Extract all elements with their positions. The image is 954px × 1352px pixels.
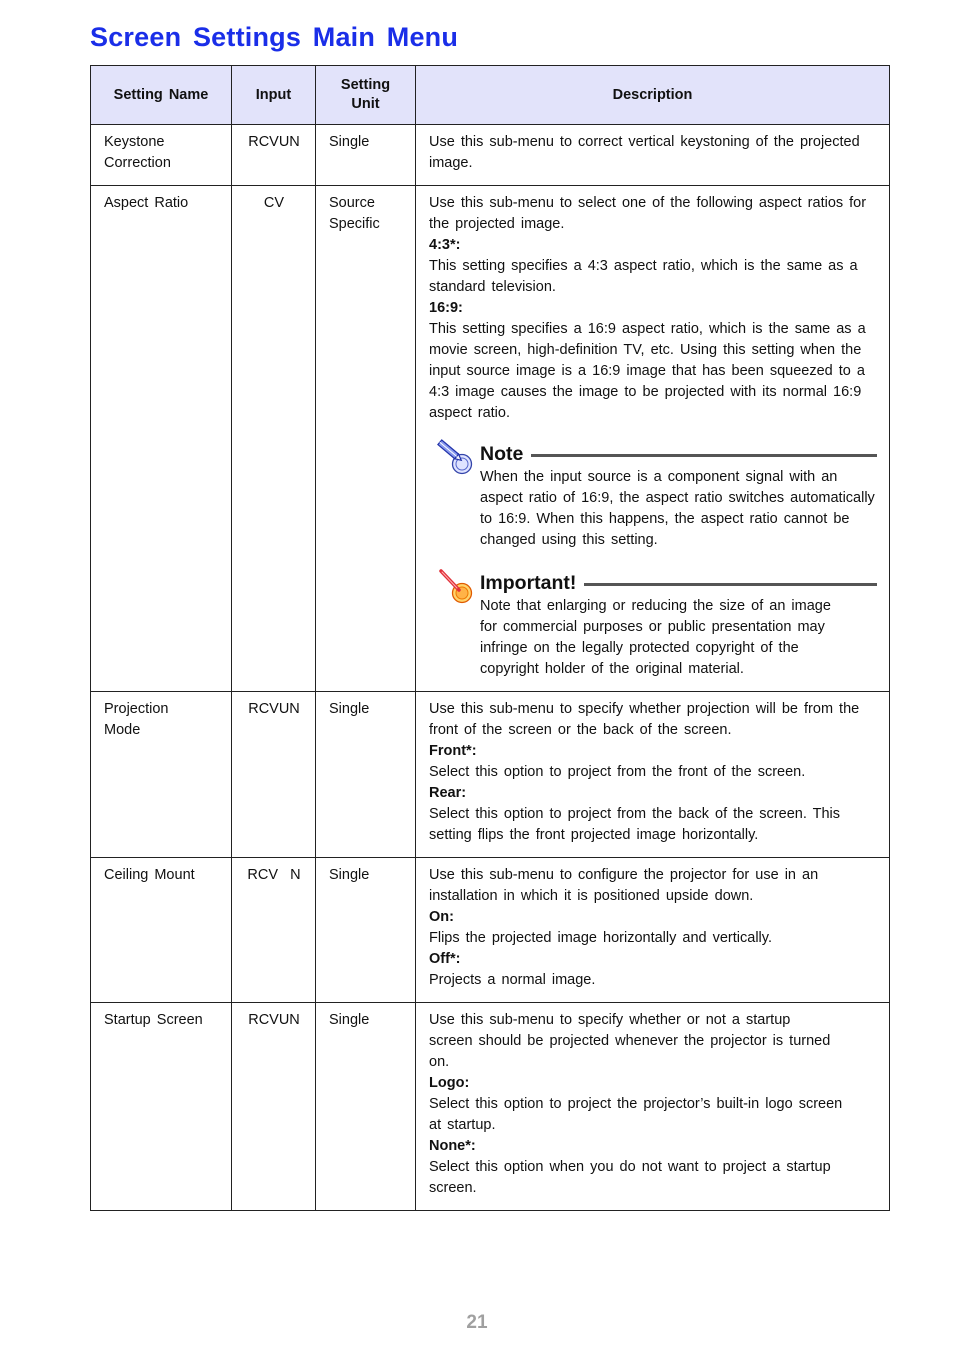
option-description: Select this option to project the projector’s built-in logo screen at startup. (429, 1096, 843, 1133)
description-cell (416, 858, 890, 1003)
option-colon: : (449, 909, 454, 925)
table-row (91, 1003, 890, 1211)
important-rule (584, 583, 877, 586)
table-row (91, 125, 890, 186)
description-intro: Use this sub-menu to correct vertical keystoning of the projected image. (429, 134, 860, 171)
default-mark: * (466, 743, 472, 759)
option-label: Rear (429, 785, 462, 801)
description-intro: Use this sub-menu to configure the projector for use in an installation in which it is positioned upside down. (429, 867, 819, 904)
note-heading-row (480, 441, 877, 467)
table-row (91, 692, 890, 858)
description-cell (416, 692, 890, 858)
description-intro: Use this sub-menu to specify whether or not a startup screen should be projected whenever the projector is turned on. (429, 1012, 831, 1070)
option-label: 16:9 (429, 300, 459, 316)
option-heading (429, 783, 877, 804)
header-setting-unit-line2: Unit (351, 96, 380, 112)
header-setting-unit-line1: Setting (340, 77, 391, 93)
option-description: Select this option to project from the front of the screen. (429, 764, 806, 780)
setting-name-cell: Keystone Correction (91, 125, 232, 186)
option-label: Front (429, 743, 467, 759)
option-colon: : (455, 237, 461, 253)
option-label: Logo (429, 1075, 465, 1091)
option-heading (429, 1073, 877, 1094)
option-label: 4:3 (429, 237, 450, 253)
note-text: When the input source is a component signal with an aspect ratio of 16:9, the aspect ratio switches automatically to 16:9. When this happens, the aspect ratio cannot be changed using this setting. (480, 469, 875, 548)
description-cell (416, 1003, 890, 1211)
description-cell (416, 186, 890, 692)
setting-unit-cell: Single (316, 692, 416, 858)
important-heading: Important! (480, 571, 577, 594)
option-heading (429, 1136, 877, 1157)
header-setting-name: Setting Name (91, 66, 232, 125)
default-mark: * (449, 237, 456, 253)
description-intro: Use this sub-menu to specify whether projection will be from the front of the screen or the back of the screen. (429, 701, 860, 738)
table-row (91, 186, 890, 692)
setting-unit-cell: Single (316, 1003, 416, 1211)
option-heading (429, 235, 877, 256)
option-label: Off (429, 951, 450, 967)
setting-name-cell: Ceiling Mount (91, 858, 232, 1003)
input-cell: RCV N (232, 858, 316, 1003)
input-cell: RCVUN (232, 1003, 316, 1211)
option-heading (429, 298, 877, 319)
option-description: Select this option when you do not want to project a startup screen. (429, 1159, 831, 1196)
settings-table (90, 65, 890, 1211)
option-heading (429, 741, 877, 762)
default-mark: * (449, 951, 456, 967)
header-description: Description (416, 66, 890, 125)
option-label: On (429, 909, 450, 925)
option-heading (429, 949, 877, 970)
header-setting-unit (316, 66, 416, 125)
setting-name-cell: Projection Mode (91, 692, 232, 858)
description-cell (416, 125, 890, 186)
option-colon: : (471, 743, 477, 759)
setting-name-cell: Startup Screen (91, 1003, 232, 1211)
default-mark: * (465, 1138, 471, 1154)
input-cell: RCVUN (232, 692, 316, 858)
option-description: This setting specifies a 16:9 aspect ratio, which is the same as a movie screen, high-definition TV, etc. Using this setting when the input source image is a 16:9 image that has been squeezed to a 4:3 image causes the image to be projected with its normal 16:9 aspect ratio. (429, 321, 866, 421)
setting-unit-cell: Single (316, 125, 416, 186)
note-rule (531, 454, 877, 457)
important-text: Note that enlarging or reducing the size of an image for commercial purposes or public presentation may infringe on the legally protected copyright of the copyright holder of the original material. (480, 598, 831, 677)
important-heading-row (480, 570, 877, 596)
setting-unit-cell: Single (316, 858, 416, 1003)
option-colon: : (461, 785, 467, 801)
option-description: Projects a normal image. (429, 972, 596, 988)
option-colon: : (470, 1138, 476, 1154)
option-description: This setting specifies a 4:3 aspect ratio, which is the same as a standard television. (429, 258, 858, 295)
table-header-row (91, 66, 890, 125)
input-cell: CV (232, 186, 316, 692)
option-colon: : (458, 300, 463, 316)
option-description: Select this option to project from the back of the screen. This setting flips the front projected image horizontally. (429, 806, 841, 843)
option-heading (429, 907, 877, 928)
note-heading: Note (480, 442, 524, 465)
important-pin-icon (435, 567, 475, 605)
option-description: Flips the projected image horizontally and vertically. (429, 930, 772, 946)
note-pencil-icon (435, 438, 475, 476)
note-callout (429, 441, 877, 551)
option-colon: : (464, 1075, 470, 1091)
description-intro: Use this sub-menu to select one of the following aspect ratios for the projected image. (429, 195, 867, 232)
setting-unit-cell: Source Specific (316, 186, 416, 692)
table-row (91, 858, 890, 1003)
important-callout (429, 570, 877, 680)
page-number: 21 (466, 1312, 488, 1333)
option-colon: : (455, 951, 461, 967)
input-cell: RCVUN (232, 125, 316, 186)
header-input: Input (232, 66, 316, 125)
option-label: None (429, 1138, 466, 1154)
setting-name-cell: Aspect Ratio (91, 186, 232, 692)
page-title: Screen Settings Main Menu (90, 22, 459, 52)
